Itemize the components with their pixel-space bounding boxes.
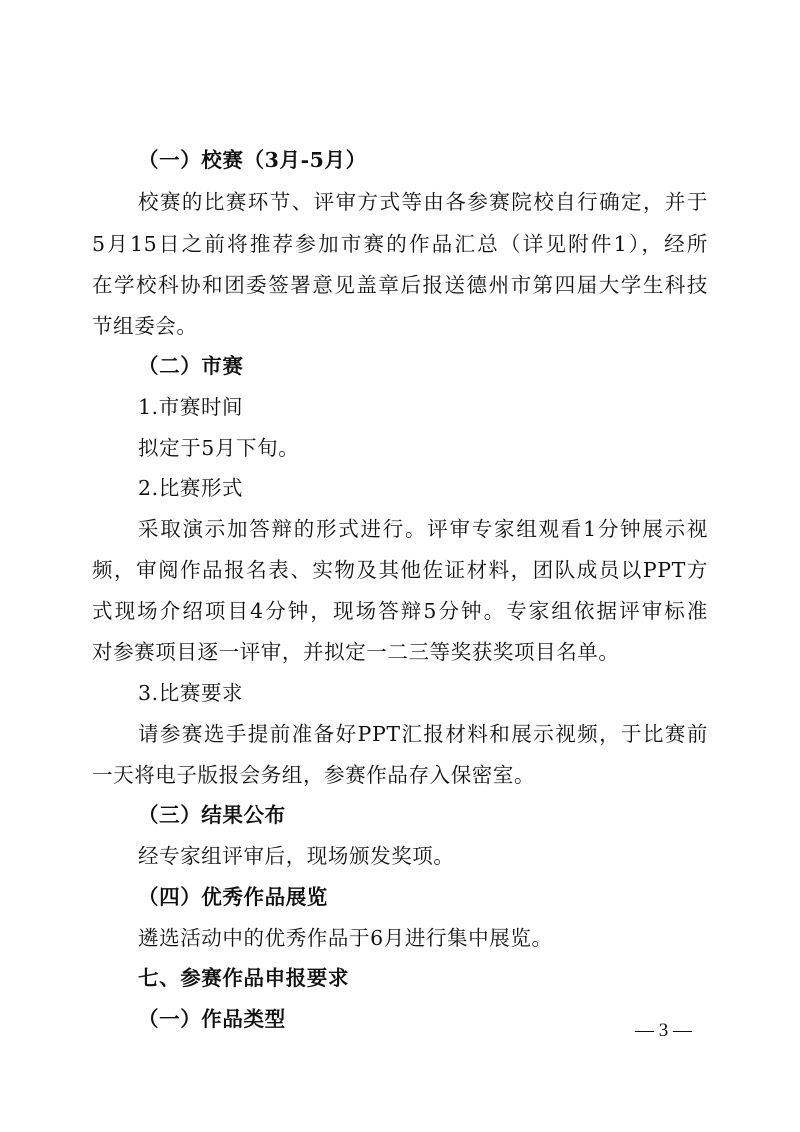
section-heading: 七、参赛作品申报要求 xyxy=(138,966,349,990)
paragraph-line: 请参赛选手提前准备好PPT汇报材料和展示视频，于比赛前 xyxy=(138,722,708,746)
paragraph-line: 经专家组评审后，现场颁发奖项。 xyxy=(138,844,455,868)
section-heading: （二）市赛 xyxy=(138,354,244,378)
paragraph-line: 校赛的比赛环节、评审方式等由各参赛院校自行确定，并于 xyxy=(138,190,708,214)
paragraph-line: 对参赛项目逐一评审，并拟定一二三等奖获奖项目名单。 xyxy=(92,640,620,664)
paragraph-line: 2.比赛形式 xyxy=(138,476,244,500)
paragraph-line: 频，审阅作品报名表、实物及其他佐证材料，团队成员以PPT方 xyxy=(92,558,708,582)
page-number: — 3 — xyxy=(635,1020,692,1041)
section-heading: （一）作品类型 xyxy=(138,1007,286,1031)
section-heading: （三）结果公布 xyxy=(138,803,286,827)
paragraph-line: 遴选活动中的优秀作品于6月进行集中展览。 xyxy=(138,926,553,950)
paragraph-line: 3.比赛要求 xyxy=(138,681,244,705)
section-heading: （一）校赛（3月-5月） xyxy=(138,148,367,172)
paragraph-line: 节组委会。 xyxy=(92,314,198,338)
paragraph-line: 拟定于5月下旬。 xyxy=(138,436,300,460)
paragraph-line: 5月15日之前将推荐参加市赛的作品汇总（详见附件1），经所 xyxy=(92,232,708,256)
paragraph-line: 采取演示加答辩的形式进行。评审专家组观看1分钟展示视 xyxy=(138,517,708,541)
paragraph-line: 一天将电子版报会务组，参赛作品存入保密室。 xyxy=(92,763,536,787)
section-heading: （四）优秀作品展览 xyxy=(138,885,328,909)
paragraph-line: 式现场介绍项目4分钟，现场答辩5分钟。专家组依据评审标准 xyxy=(92,599,708,623)
paragraph-line: 1.市赛时间 xyxy=(138,395,244,419)
paragraph-line: 在学校科协和团委签署意见盖章后报送德州市第四届大学生科技 xyxy=(92,273,708,297)
